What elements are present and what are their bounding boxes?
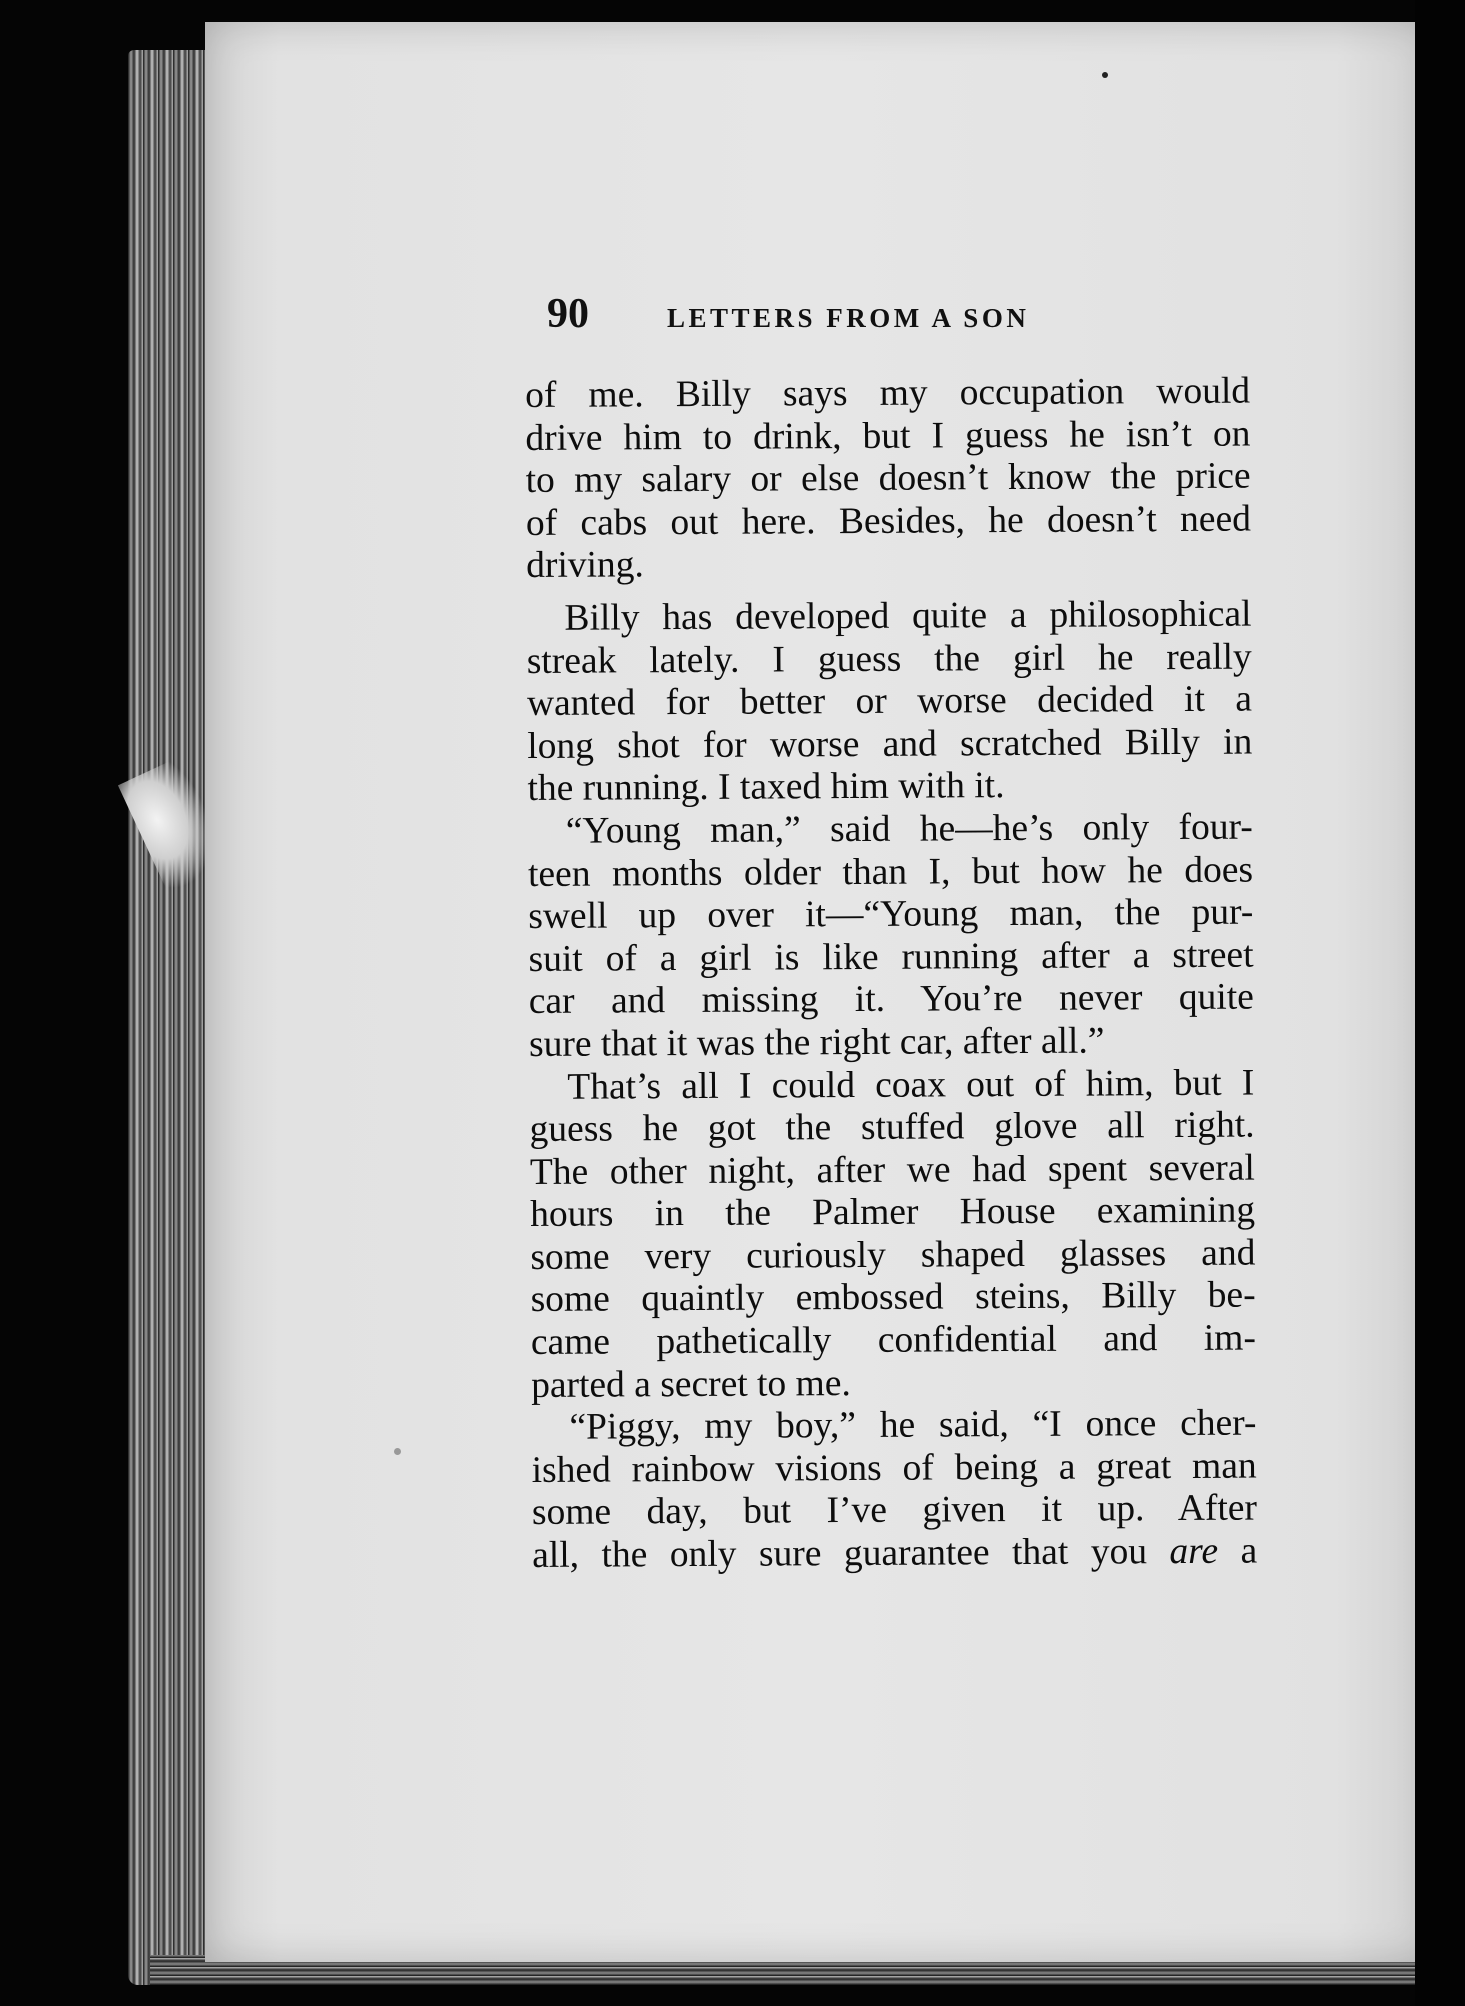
text-segment: a xyxy=(1217,1530,1258,1572)
text-line: long shot for worse and scratched Billy in xyxy=(527,721,1253,767)
dust-speck xyxy=(1102,72,1108,78)
text-line: “Young man,” said he—he’s only four- xyxy=(565,806,1253,852)
text-line: drive him to drink, but I guess he isn’t on xyxy=(525,413,1251,459)
text-line: parted a secret to me. xyxy=(531,1362,851,1406)
text-line: some very curiously shaped glasses and xyxy=(530,1232,1256,1278)
text-line: swell up over it—“Young man, the pur- xyxy=(528,891,1254,938)
text-line: the running. I taxed him with it. xyxy=(527,765,1005,810)
text-line: driving. xyxy=(526,544,644,587)
text-line xyxy=(532,1531,1257,1578)
running-title: LETTERS FROM A SON xyxy=(667,303,1030,333)
text-line: car and missing it. You’re never quite xyxy=(528,976,1254,1023)
text-line: of me. Billy says my occupation would xyxy=(525,370,1251,416)
text-line: sure that it was the right car, after all.” xyxy=(528,1020,1105,1065)
right-scan-border xyxy=(1415,0,1465,2006)
dust-speck xyxy=(394,1448,401,1455)
text-line: streak lately. I guess the girl he really xyxy=(526,636,1252,682)
page-number: 90 xyxy=(547,291,589,337)
body-text xyxy=(525,371,1257,1578)
text-line: Billy has developed quite a philosophical xyxy=(564,593,1252,639)
text-line: That’s all I could coax out of him, but I xyxy=(567,1062,1255,1108)
text-line: guess he got the stuffed glove all right. xyxy=(529,1104,1255,1151)
text-line: came pathetically confidential and im- xyxy=(530,1317,1257,1364)
text-line: teen months older than I, but how he does xyxy=(527,849,1254,895)
text-line: to my salary or else doesn’t know the price xyxy=(525,455,1251,502)
text-line: suit of a girl is like running after a street xyxy=(528,934,1254,980)
text-line: ished rainbow visions of being a great man xyxy=(531,1445,1257,1491)
text-line: wanted for better or worse decided it a xyxy=(526,678,1253,725)
text-line: some quaintly embossed steins, Billy be- xyxy=(530,1275,1256,1321)
text-line: hours in the Palmer House examining xyxy=(530,1189,1256,1236)
text-line: The other night, after we had spent several xyxy=(529,1147,1255,1193)
text-line: “Piggy, my boy,” he said, “I once cher- xyxy=(569,1402,1257,1448)
text-line: of cabs out here. Besides, he doesn’t need xyxy=(525,498,1252,544)
text-line: some day, but I’ve given it up. After xyxy=(531,1487,1258,1534)
text-segment: all, the only sure guarantee that you xyxy=(532,1531,1170,1577)
italic-word: are xyxy=(1169,1530,1219,1573)
running-head xyxy=(547,290,1092,340)
